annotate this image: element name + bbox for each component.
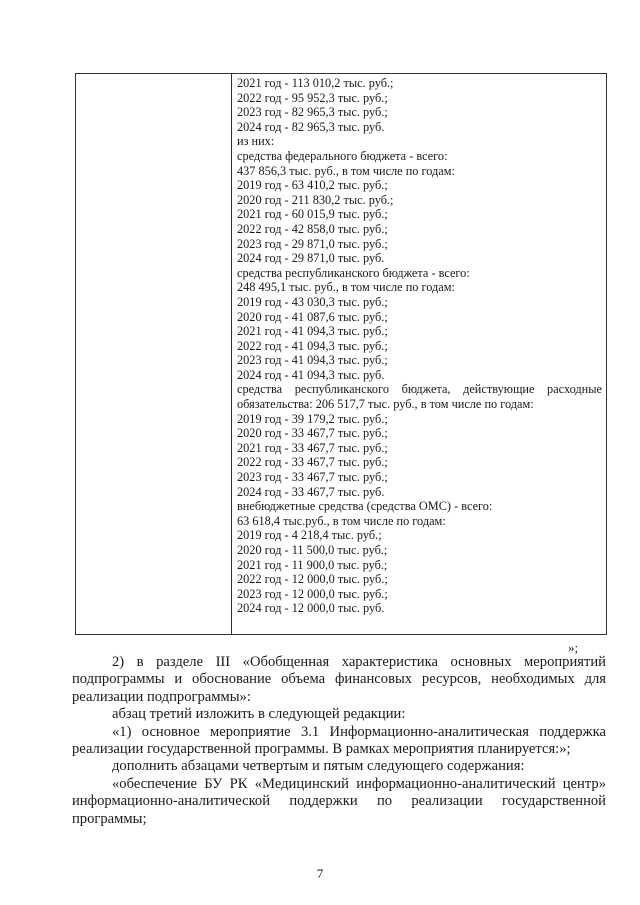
table-line: 2022 год - 12 000,0 тыс. руб.; (237, 572, 388, 587)
table-line: 2024 год - 33 467,7 тыс. руб. (237, 484, 385, 499)
table-line: 2022 год - 33 467,7 тыс. руб.; (237, 455, 388, 470)
paragraph-instruction: абзац третий изложить в следующей редакции: (112, 706, 406, 723)
table-line: обязательства: 206 517,7 тыс. руб., в том числе по годам: (237, 397, 534, 412)
table-line: 437 856,3 тыс. руб., в том числе по годам: (237, 163, 455, 178)
closing-quote: »; (568, 640, 579, 655)
table-line: 2021 год - 60 015,9 тыс. руб.; (237, 207, 388, 222)
table-line: средства республиканского бюджета - всего: (237, 265, 470, 280)
paragraph-instruction: дополнить абзацами четвертым и пятым следующего содержания: (112, 758, 525, 775)
table-line: 2020 год - 11 500,0 тыс. руб.; (237, 543, 388, 557)
table-column-divider (231, 74, 232, 634)
table-line: 2022 год - 95 952,3 тыс. руб.; (237, 90, 388, 105)
table-line: средства республиканского бюджета, действующие расходные (237, 382, 602, 397)
table-line: 2021 год - 11 900,0 тыс. руб.; (237, 557, 388, 572)
table-line: 63 618,4 тыс.руб., в том числе по годам: (237, 513, 446, 528)
financing-table (75, 73, 607, 635)
table-line: 2024 год - 82 965,3 тыс. руб. (237, 119, 385, 134)
table-line: 248 495,1 тыс. руб., в том числе по годам: (237, 280, 455, 295)
table-line: 2021 год - 41 094,3 тыс. руб.; (237, 324, 388, 339)
table-line: 2021 год - 33 467,7 тыс. руб.; (237, 440, 388, 455)
table-line: 2019 год - 63 410,2 тыс. руб.; (237, 178, 388, 193)
table-line: 2020 год - 211 830,2 тыс. руб.; (237, 192, 394, 207)
table-line: внебюджетные средства (средства ОМС) - всего: (237, 499, 493, 514)
table-line: 2023 год - 29 871,0 тыс. руб.; (237, 236, 388, 251)
table-line: средства федерального бюджета - всего: (237, 148, 448, 163)
financing-cell (237, 76, 602, 616)
paragraph-section-header: 2) в разделе III «Обобщенная характеристика основных мероприятий подпрограммы и обоснование объема финансовых ресурсов, необходимых для реализации подпрограммы»: (72, 654, 606, 705)
page-number: 7 (316, 866, 324, 881)
table-line: 2019 год - 43 030,3 тыс. руб.; (237, 294, 388, 309)
table-line: 2024 год - 29 871,0 тыс. руб. (237, 251, 385, 266)
table-line: 2020 год - 33 467,7 тыс. руб.; (237, 426, 388, 441)
table-line: 2020 год - 41 087,6 тыс. руб.; (237, 309, 388, 324)
amendment-text (72, 654, 606, 828)
table-line: 2024 год - 41 094,3 тыс. руб. (237, 367, 385, 382)
table-line: 2023 год - 41 094,3 тыс. руб.; (237, 353, 388, 368)
table-line: 2022 год - 41 094,3 тыс. руб.; (237, 338, 388, 353)
table-line: 2024 год - 12 000,0 тыс. руб. (237, 601, 385, 616)
paragraph-quoted-item: «обеспечение БУ РК «Медицинский информационно-аналитический центр» информационно-аналитической поддержки по реализации государственной программы; (72, 775, 606, 827)
table-line: 2023 год - 33 467,7 тыс. руб.; (237, 470, 388, 485)
paragraph-quoted-item: «1) основное мероприятие 3.1 Информационно-аналитическая поддержка реализации государственной программы. В рамках мероприятия планируется:»; (72, 723, 606, 758)
table-line: 2021 год - 113 010,2 тыс. руб.; (237, 76, 394, 90)
table-line: 2022 год - 42 858,0 тыс. руб.; (237, 221, 388, 236)
table-line: 2023 год - 12 000,0 тыс. руб.; (237, 586, 388, 601)
table-line: 2019 год - 39 179,2 тыс. руб.; (237, 411, 388, 426)
table-line: 2023 год - 82 965,3 тыс. руб.; (237, 105, 388, 120)
table-line: 2019 год - 4 218,4 тыс. руб.; (237, 528, 382, 543)
table-line: из них: (237, 134, 275, 149)
